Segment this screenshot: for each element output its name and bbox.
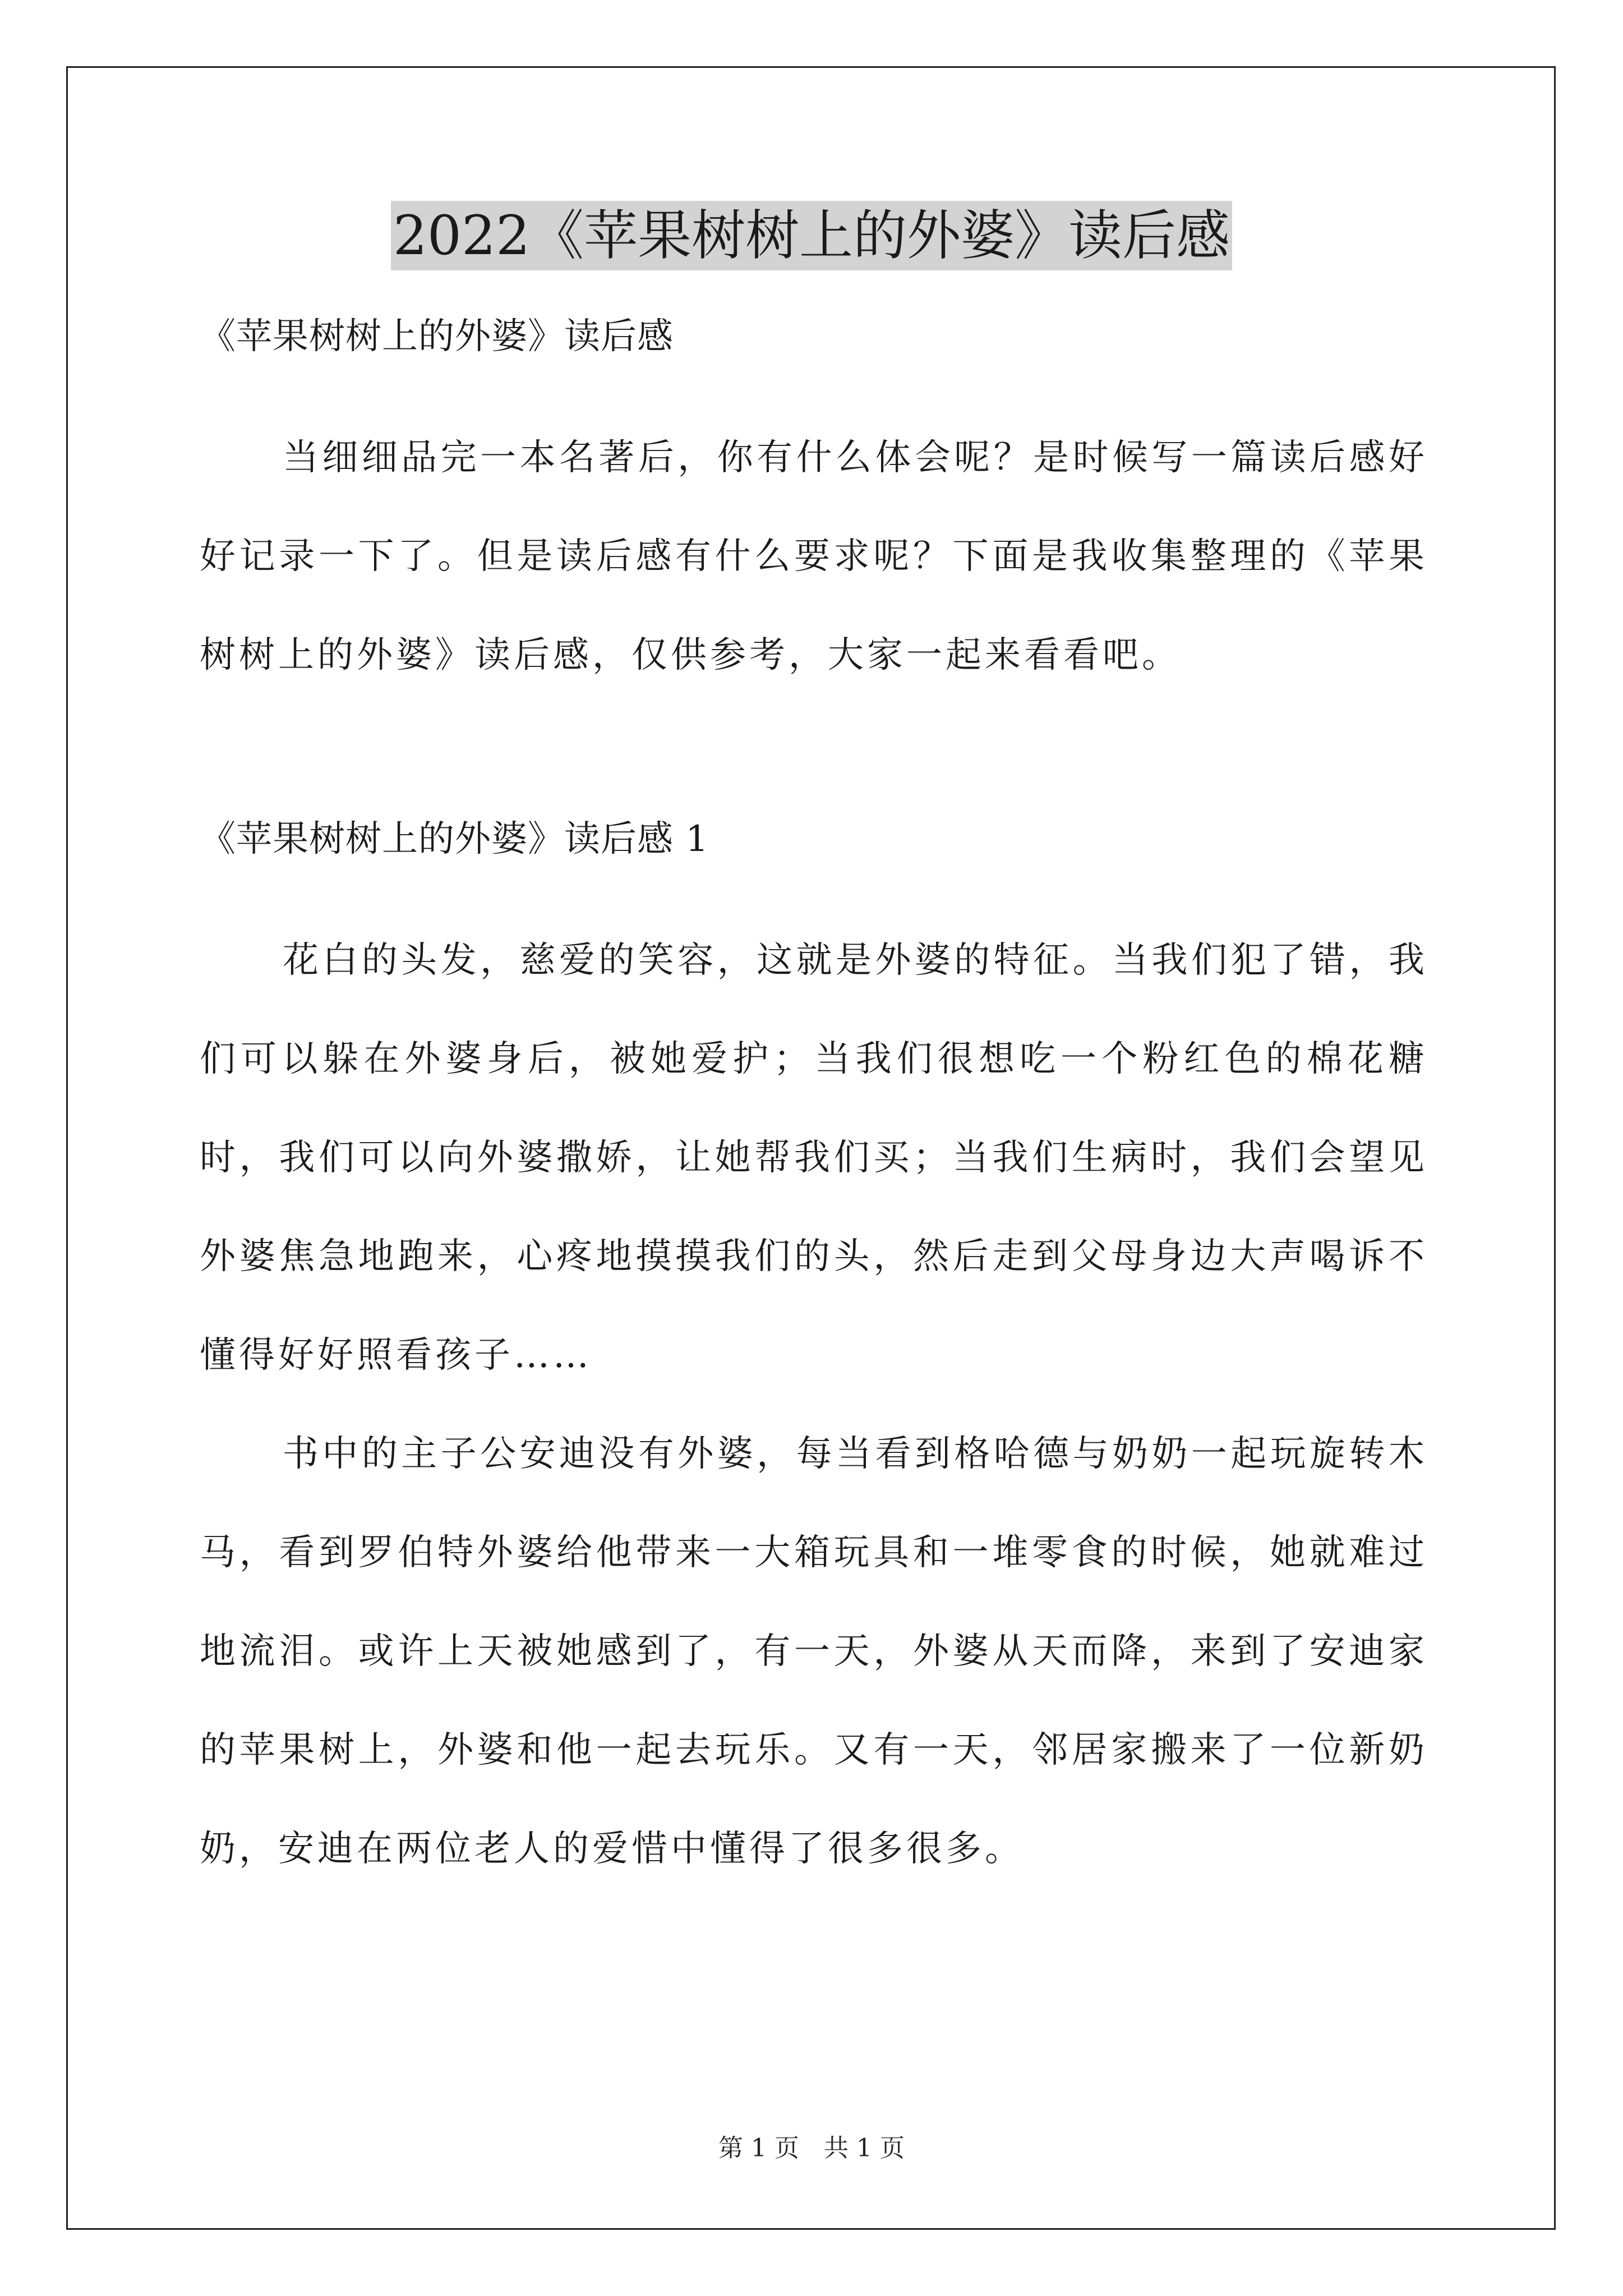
page-footer: 第 1 页 共 1 页: [718, 2134, 905, 2162]
section-heading: 《苹果树树上的外婆》读后感 1: [200, 818, 709, 860]
document-title-text: 2022《苹果树树上的外婆》读后感: [391, 201, 1232, 270]
section-paragraph: 书中的主子公安迪没有外婆，每当看到格哈德与奶奶一起玩旋转木马，看到罗伯特外婆给他带来一大箱玩具和一堆零食的时候，她就难过地流泪。或许上天被她感到了，有一天，外婆从天而降，来到了安迪家的苹果树上，外婆和他一起去玩乐。又有一天，邻居家搬来了一位新奶奶，安迪在两位老人的爱惜中懂得了很多很多。: [200, 1433, 1428, 1870]
document-title: [0, 202, 1623, 269]
document-body: [200, 314, 1428, 1898]
section-paragraph: 花白的头发，慈爱的笑容，这就是外婆的特征。当我们犯了错，我们可以躲在外婆身后，被她爱护；当我们很想吃一个粉红色的棉花糖时，我们可以向外婆撒娇，让她帮我们买；当我们生病时，我们会望见外婆焦急地跑来，心疼地摸摸我们的头，然后走到父母身边大声喝诉不懂得好好照看孩子……: [200, 940, 1428, 1376]
intro-paragraph: 当细细品完一本名著后，你有什么体会呢？是时候写一篇读后感好好记录一下了。但是读后感有什么要求呢？下面是我收集整理的《苹果树树上的外婆》读后感，仅供参考，大家一起来看看吧。: [200, 437, 1428, 676]
intro-heading: 《苹果树树上的外婆》读后感: [200, 316, 674, 357]
